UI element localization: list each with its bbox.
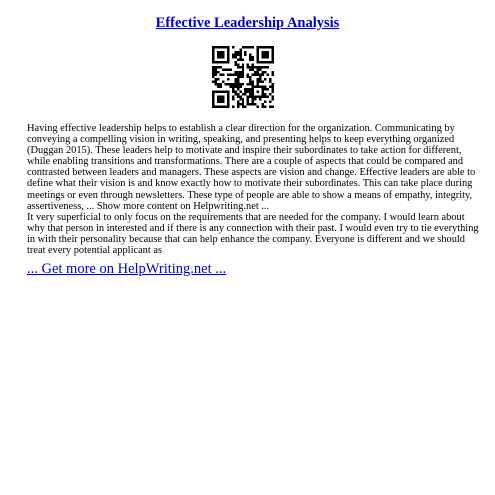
qr-code-icon (212, 46, 274, 108)
body-paragraph-2: It very superficial to only focus on the requirements that are needed for the company. I would learn about why that person in interested and if there is any connection with their past. I would even try to tie everything in with their personality because that can help enhance the company. Everyone is different and we should treat every potential applicant as (27, 211, 479, 257)
get-more-link[interactable]: ... Get more on HelpWriting.net ... (27, 261, 227, 277)
document-body (27, 123, 479, 256)
body-paragraph-1: Having effective leadership helps to establish a clear direction for the organization. Communicating by conveying a compelling vision in writing, speaking, and presenting helps to keep everything organized (Duggan 2015). These leaders help to motivate and inspire their subordinates to take action for different, while enabling transitions and transformations. There are a couple of aspects that could be compared and contrasted between leaders and managers. These aspects are vision and change. Effective leaders are able to define what their vision is and know exactly how to motivate their subordinates. This can take place during meetings or even through newsletters. These type of people are able to show a means of empathy, integrity, assertiveness, ... Show more content on Helpwriting.net ... (27, 123, 476, 212)
document-title-link[interactable]: Effective Leadership Analysis (155, 15, 340, 31)
